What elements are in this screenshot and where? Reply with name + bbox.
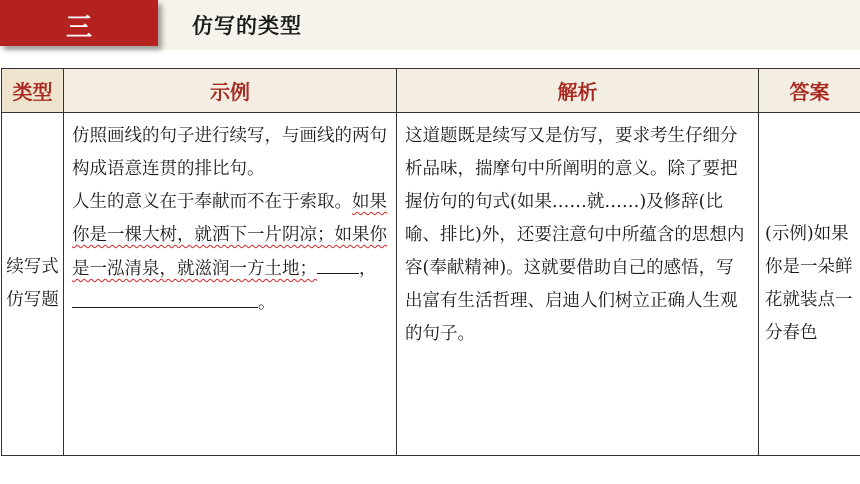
header-analysis: 解析	[397, 69, 759, 113]
answer-cell: (示例)如果你是一朵鲜花就装点一分春色	[759, 113, 860, 456]
header-answer: 答案	[759, 69, 860, 113]
page-title: 仿写的类型	[192, 14, 302, 38]
example-period: 。	[258, 293, 276, 313]
header-example: 示例	[64, 69, 397, 113]
table-header-row	[2, 69, 860, 113]
table-row	[2, 113, 860, 456]
slide-header	[0, 0, 860, 52]
example-comma: ，	[359, 259, 377, 279]
section-number-tab	[0, 0, 158, 46]
fill-blank-2	[72, 286, 258, 308]
example-underlined-sentences: 如果你是一棵大树，就洒下一片阴凉；如果你是一泓清泉，就滋润一方土地；	[72, 192, 387, 279]
section-number: 三	[66, 13, 93, 43]
type-cell: 续写式仿写题	[2, 113, 64, 456]
example-lead: 人生的意义在于奉献而不在于索取。	[72, 192, 352, 212]
example-cell	[64, 113, 397, 456]
types-table	[1, 68, 860, 456]
fill-blank-1	[317, 252, 359, 274]
header-type: 类型	[2, 69, 64, 113]
example-instruction: 仿照画线的句子进行续写，与画线的两句构成语意连贯的排比句。	[72, 126, 387, 179]
analysis-cell: 这道题既是续写又是仿写，要求考生仔细分析品味，揣摩句中所阐明的意义。除了要把握仿句的句式(如果……就……)及修辞(比喻、排比)外，还要注意句中所蕴含的思想内容(奉献精神)。这就要借助自己的感悟，写出富有生活哲理、启迪人们树立正确人生观的句子。	[397, 113, 759, 456]
